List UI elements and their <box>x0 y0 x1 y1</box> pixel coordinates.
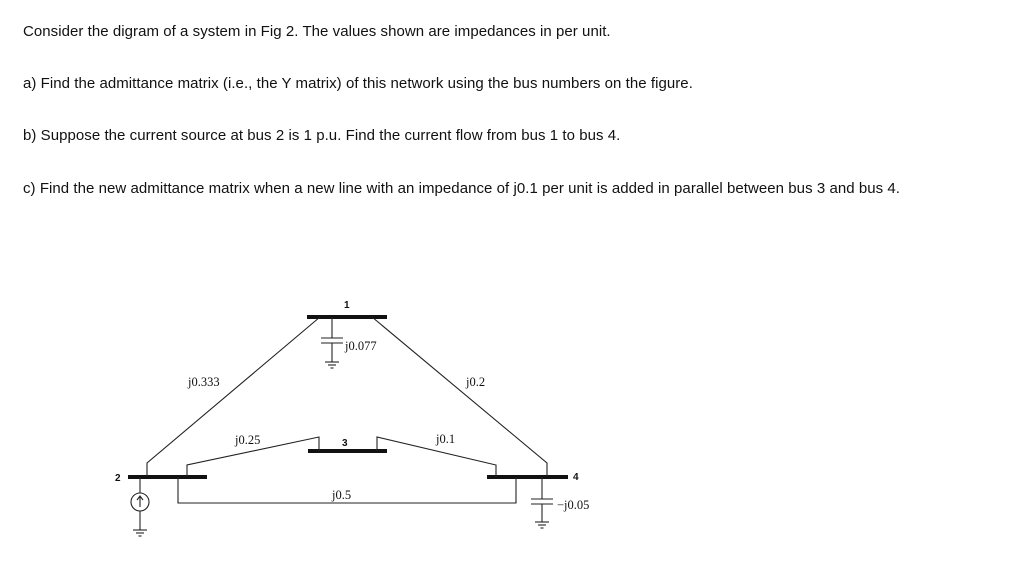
question-part-b: b) Suppose the current source at bus 2 is 1 p.u. Find the current flow from bus 1 to bus 4. <box>23 127 621 144</box>
line-1-4-impedance: j0.2 <box>466 375 486 389</box>
line-1-4 <box>372 317 547 477</box>
line-1-2-impedance: j0.333 <box>188 375 220 389</box>
bus-4-shunt-capacitor <box>531 477 553 528</box>
bus-2-label: 2 <box>115 473 121 484</box>
line-2-4-impedance: j0.5 <box>332 488 352 502</box>
bus-3-label: 3 <box>342 438 348 449</box>
bus-1-shunt-capacitor <box>321 317 343 368</box>
shunt-bus-4-impedance: −j0.05 <box>557 498 590 512</box>
question-part-a: a) Find the admittance matrix (i.e., the Y matrix) of this network using the bus numbers on the figure. <box>23 75 693 92</box>
bus-1-label: 1 <box>344 300 350 311</box>
problem-intro: Consider the digram of a system in Fig 2. The values shown are impedances in per unit. <box>23 23 611 40</box>
bus-4-label: 4 <box>573 472 579 483</box>
bus-2-current-source <box>131 477 149 536</box>
line-3-4-impedance: j0.1 <box>436 432 456 446</box>
line-2-3-impedance: j0.25 <box>235 433 261 447</box>
line-1-2 <box>147 317 320 477</box>
question-part-c: c) Find the new admittance matrix when a new line with an impedance of j0.1 per unit is added in parallel between bus 3 and bus 4. <box>23 180 901 197</box>
shunt-bus-1-impedance: j0.077 <box>345 339 377 353</box>
